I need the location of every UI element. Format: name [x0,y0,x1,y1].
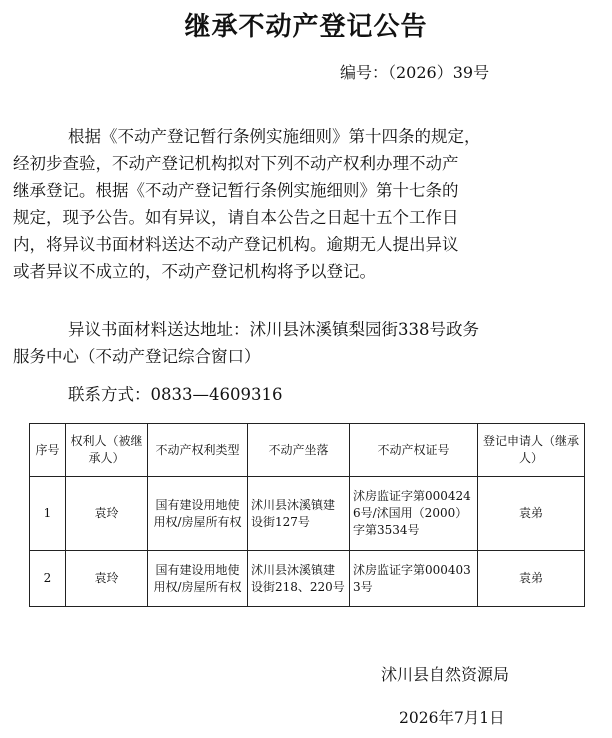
table-row [30,477,585,551]
issuing-authority: 沭川县自然资源局 [381,665,510,684]
header-owner: 权利人（被继承人） [66,424,148,477]
paragraph-line: 异议书面材料送达地址：沭川县沐溪镇梨园街338号政务 [68,320,479,339]
cell-no: 2 [30,551,66,607]
cell-applicant: 袁弟 [478,477,585,551]
contact-info: 联系方式：0833—4609316 [68,385,283,404]
cell-location: 沭川县沐溪镇建设街127号 [248,477,350,551]
table-row [30,551,585,607]
issue-date: 2026年7月1日 [399,709,505,727]
notice-paragraph-2 [13,316,576,370]
cell-right-type: 国有建设用地使用权/房屋所有权 [148,551,248,607]
paragraph-line: 服务中心（不动产登记综合窗口） [13,347,261,366]
paragraph-line: 经初步查验，不动产登记机构拟对下列不动产权利办理不动产 [13,154,459,173]
header-right-type: 不动产权利类型 [148,424,248,477]
header-cert-no: 不动产权证号 [350,424,478,477]
property-table [29,423,585,607]
table-header-row [30,424,585,477]
header-applicant: 登记申请人（继承人） [478,424,585,477]
paragraph-line: 根据《不动产登记暂行条例实施细则》第十四条的规定， [68,127,481,146]
paragraph-line: 内，将异议书面材料送达不动产登记机构。逾期无人提出异议 [13,235,459,254]
cell-cert-no: 沭房监证字第0004246号/沭国用（2000）字第3534号 [350,477,478,551]
notice-paragraph-1 [13,123,576,285]
header-location: 不动产坐落 [248,424,350,477]
cell-no: 1 [30,477,66,551]
cell-owner: 袁玲 [66,551,148,607]
paragraph-line: 规定，现予公告。如有异议，请自本公告之日起十五个工作日 [13,208,459,227]
cell-applicant: 袁弟 [478,551,585,607]
cell-cert-no: 沭房监证字第0004033号 [350,551,478,607]
paragraph-line: 或者异议不成立的，不动产登记机构将予以登记。 [13,262,376,281]
notice-title: 继承不动产登记公告 [184,12,428,42]
document-number: 编号：（2026）39号 [340,63,490,82]
cell-owner: 袁玲 [66,477,148,551]
paragraph-line: 继承登记。根据《不动产登记暂行条例实施细则》第十七条的 [13,181,459,200]
header-no: 序号 [30,424,66,477]
cell-right-type: 国有建设用地使用权/房屋所有权 [148,477,248,551]
cell-location: 沭川县沐溪镇建设街218、220号 [248,551,350,607]
